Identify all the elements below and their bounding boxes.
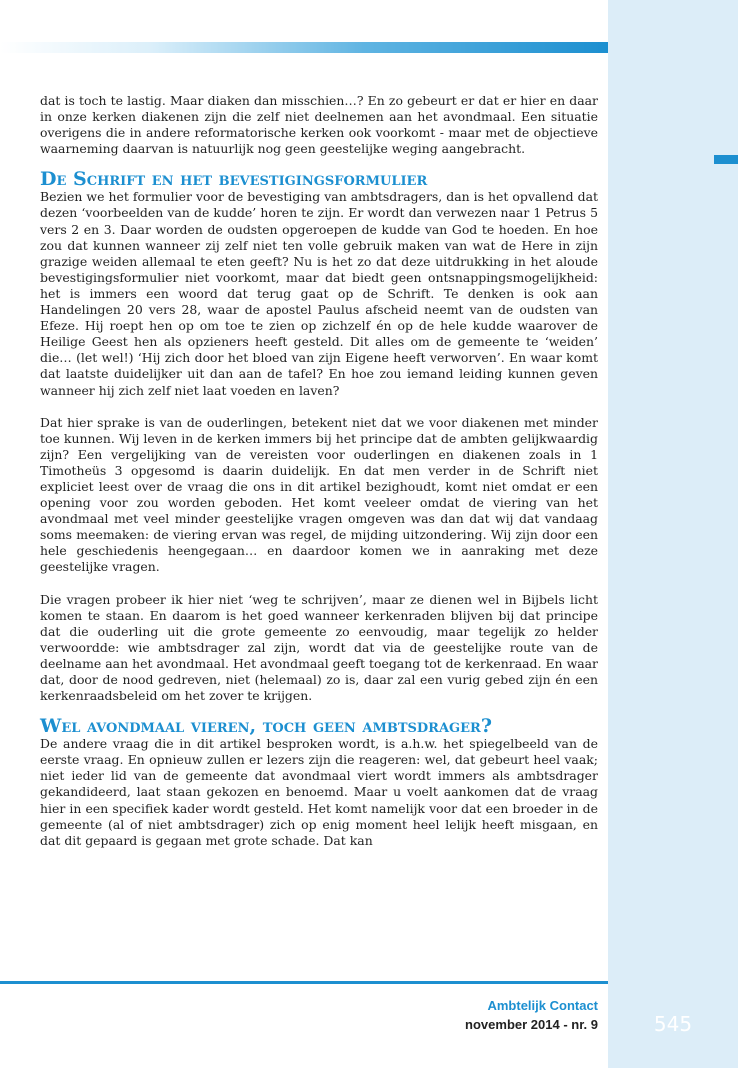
section-heading-schrift: De Schrift en het bevestigingsformulier [40,168,428,191]
section-marker-tab [714,155,738,164]
footer-divider [0,981,608,984]
magazine-title: Ambtelijk Contact [487,998,598,1013]
paragraph-section1-3: Die vragen probeer ik hier niet ‘weg te schrijven’, maar ze dienen wel in Bijbels licht komen te staan. En daarom is het goed wanneer kerkenraden blijven bij dat principe dat die ouderling uit die grote gemeente zo eenvoudig, maar tegelijk zo helder verwoordde: wie ambtsdrager zal zijn, wordt dat via de geestelijke route van de deelname aan het avondmaal. Het avondmaal geeft toegang tot de kerkenraad. En waar dat, door de nood gedreven, niet (helemaal) zo is, daar zal een vurig gebed zijn én een kerkenraadsbeleid om het zover te krijgen. [40,591,598,704]
paragraph-section1-1: Bezien we het formulier voor de bevestiging van ambtsdragers, dan is het opvallend dat dezen ‘voorbeelden van de kudde’ horen te zijn. Er wordt dan verwezen naar 1 Petrus 5 vers 2 en 3. Daar worden de oudsten opgeroepen de kudde van God te hoeden. En hoe zou dat kunnen wanneer zij zelf niet ten volle gebruik maken van wat de Here in zijn grazige weiden allemaal te eten geeft? Nu is het zo dat deze uitdrukking in het aloude bevestigingsformulier niet voorkomt, maar dat biedt geen ontsnappingsmogelijkheid: het is immers een woord dat terug gaat op de Schrift. Te denken is ook aan Handelingen 20 vers 28, waar de apostel Paulus afscheid neemt van de oudsten van Efeze. Hij roept hen op om toe te zien op zichzelf én op de hele kudde waarover de Heilige Geest hen als opzieners heeft gesteld. Dit alles om de gemeente te ‘weiden’ die… (let wel!) ‘Hij zich door het bloed van zijn Eigene heeft verworven’. En waar komt dat laatste duidelijker uit dan aan de tafel? En hoe zou iemand leiding kunnen geven wanneer hij zich zelf niet laat voeden en laven? [40,189,598,398]
page-number: 545 [653,1012,693,1036]
paragraph-intro: dat is toch te lastig. Maar diaken dan misschien…? En zo gebeurt er dat er hier en daar in onze kerken diakenen zijn die zelf niet deelnemen aan het avondmaal. Een situatie overigens die in andere reformatorische kerken ook voorkomt - maar met de objectieve waarneming daarvan is natuurlijk nog geen geestelijke weging aangebracht. [40,93,598,157]
paragraph-section1-2: Dat hier sprake is van de ouderlingen, betekent niet dat we voor diakenen met minder toe kunnen. Wij leven in de kerken immers bij het principe dat de ambten gelijkwaardig zijn? Een vergelijking van de vereisten voor ouderlingen en diakenen zoals in 1 Timotheüs 3 opgesomd is daarin duidelijk. En dat men verder in de Schrift niet expliciet leest over de vraag die ons in dit artikel bezighoudt, komt niet omdat er een opening voor zou worden geboden. Het komt veeleer omdat de viering van het avondmaal met veel minder geestelijke vragen omgeven was dan dat wij dat vandaag soms meemaken: de viering ervan was regel, de mijding uitzondering. Wij zijn door een hele geschiedenis heengegaan… en daardoor komen we in aanraking met deze geestelijke vragen. [40,414,598,575]
article-body [40,93,598,849]
paragraph-section2-1: De andere vraag die in dit artikel besproken wordt, is a.h.w. het spiegelbeeld van de eerste vraag. En opnieuw zullen er lezers zijn die reageren: wel, dat gebeurt heel vaak; niet ieder lid van de gemeente dat avondmaal viert wordt immers als ambtsdrager gekandideerd, laat staan gekozen en benoemd. Maar u voelt aankomen dat de vraag hier in een specifiek kader wordt gesteld. Het komt namelijk voor dat een broeder in de gemeente (al of niet ambtsdrager) zich op enig moment heel lelijk heeft misgaan, en dat dit gepaard is gegaan met grote schade. Dat kan [40,736,598,848]
issue-label: november 2014 - nr. 9 [465,1017,598,1032]
header-gradient-bar [0,42,608,53]
section-heading-avondmaal: Wel avondmaal vieren, toch geen ambtsdrager? [40,715,492,738]
